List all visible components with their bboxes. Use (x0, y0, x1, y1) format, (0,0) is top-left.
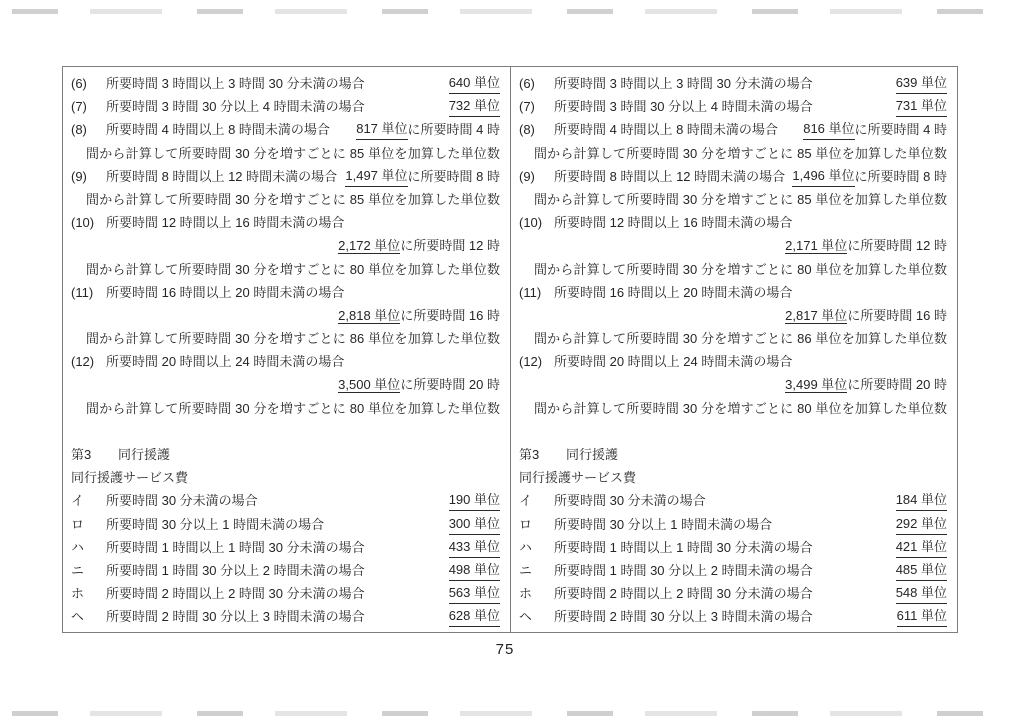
fee-item-row (519, 281, 947, 304)
scan-artifact-bottom (12, 711, 1012, 716)
fee-continuation-line: 間から計算して所要時間 30 分を増すごとに 80 単位を加算した単位数 (534, 261, 947, 277)
item-unit-value: 498 単位 (449, 560, 500, 581)
fee-item-row (71, 536, 500, 559)
item-label: (7) (71, 99, 87, 115)
item-label: (8) (71, 122, 87, 138)
item-unit-value: 563 単位 (449, 583, 500, 604)
fee-item-row (519, 489, 947, 512)
item-unit-value: 628 単位 (449, 606, 500, 627)
fee-value-line (71, 373, 500, 396)
fee-item-row (71, 489, 500, 512)
item-unit-value: 292 単位 (896, 514, 947, 535)
blank-line (71, 420, 500, 443)
item-text: 所要時間 1 時間 30 分以上 2 時間未満の場合 (554, 562, 813, 578)
section-subheading: 同行援護サービス費 (71, 470, 189, 486)
section-subheading: 同行援護サービス費 (519, 470, 637, 486)
item-text: 所要時間 4 時間以上 8 時間未満の場合 (554, 122, 778, 138)
item-label: (10) (519, 215, 543, 231)
item-tail-text: に所要時間 8 時 (407, 168, 500, 184)
item-unit-value: 190 単位 (449, 490, 500, 511)
item-unit-value: 421 単位 (896, 537, 947, 558)
item-tail-text: に所要時間 8 時 (854, 168, 947, 184)
section-title: 同行援護 (118, 447, 171, 462)
item-label: (12) (71, 354, 95, 370)
item-unit-value: 300 単位 (449, 514, 500, 535)
page-number: 75 (495, 641, 515, 658)
fee-item-row-inline (71, 165, 500, 188)
section-number: 第3 (519, 447, 540, 462)
item-label: イ (519, 493, 533, 509)
item-label: (6) (71, 76, 87, 91)
fee-item-row (519, 513, 947, 536)
fee-item-row (71, 72, 500, 95)
spacer (813, 95, 896, 118)
fee-continuation-line: 間から計算して所要時間 30 分を増すごとに 85 単位を加算した単位数 (86, 191, 500, 207)
fee-item-row (519, 350, 947, 373)
item-label: ヘ (71, 609, 85, 625)
item-text: 所要時間 1 時間以上 1 時間 30 分未満の場合 (106, 539, 365, 555)
item-tail-text: に所要時間 12 時 (400, 238, 500, 254)
spacer (772, 513, 896, 536)
fee-item-row (71, 211, 500, 234)
fee-item-row (71, 95, 500, 118)
fee-value-line (71, 234, 500, 257)
section-heading (71, 443, 500, 466)
item-label: (9) (519, 168, 535, 184)
item-text: 所要時間 1 時間以上 1 時間 30 分未満の場合 (554, 539, 813, 555)
item-text: 所要時間 8 時間以上 12 時間未満の場合 (554, 168, 786, 184)
item-unit-value: 2,172 単位 (338, 238, 401, 254)
item-text: 所要時間 30 分以上 1 時間未満の場合 (106, 516, 325, 532)
item-text: 所要時間 30 分未満の場合 (106, 493, 258, 509)
fee-continuation-line: 間から計算して所要時間 30 分を増すごとに 86 単位を加算した単位数 (86, 331, 500, 347)
item-unit-value: 485 単位 (896, 560, 947, 581)
item-unit-value: 548 単位 (896, 583, 947, 604)
item-label: (9) (71, 168, 87, 184)
fee-value-line (71, 304, 500, 327)
item-tail-text: に所要時間 12 時 (847, 238, 947, 254)
item-unit-value: 3,500 単位 (338, 377, 401, 393)
fee-item-row (519, 582, 947, 605)
spacer (337, 165, 345, 188)
fee-continuation-line: 間から計算して所要時間 30 分を増すごとに 80 単位を加算した単位数 (86, 400, 500, 416)
item-text: 所要時間 20 時間以上 24 時間未満の場合 (106, 354, 345, 370)
item-unit-value: 817 単位 (356, 119, 407, 140)
item-label: ニ (71, 562, 85, 578)
fee-table (62, 66, 958, 633)
section-number: 第3 (71, 447, 92, 462)
fee-column-right (510, 67, 957, 632)
fee-item-row (519, 211, 947, 234)
spacer (813, 72, 896, 95)
item-unit-value: 639 単位 (896, 73, 947, 94)
fee-item-row (519, 72, 947, 95)
item-unit-value: 2,818 単位 (338, 307, 401, 323)
item-text: 所要時間 2 時間 30 分以上 3 時間未満の場合 (554, 609, 813, 625)
item-label: (7) (519, 99, 535, 115)
spacer (365, 536, 449, 559)
item-unit-value: 3,499 単位 (785, 377, 848, 393)
spacer (813, 582, 896, 605)
section-title: 同行援護 (566, 447, 619, 462)
item-tail-text: に所要時間 20 時 (400, 377, 500, 393)
item-unit-value: 433 単位 (449, 537, 500, 558)
item-text: 所要時間 3 時間 30 分以上 4 時間未満の場合 (106, 99, 365, 115)
item-label: ヘ (519, 609, 533, 625)
fee-item-row (71, 350, 500, 373)
item-text: 所要時間 3 時間以上 3 時間 30 分未満の場合 (554, 76, 813, 91)
fee-column-left (63, 67, 510, 632)
item-unit-value: 732 単位 (449, 96, 500, 117)
item-label: ホ (71, 586, 85, 602)
fee-item-row-inline (519, 118, 947, 141)
fee-item-row (71, 559, 500, 582)
fee-item-row (519, 95, 947, 118)
spacer (365, 605, 449, 628)
fee-item-row (519, 605, 947, 628)
item-text: 所要時間 2 時間以上 2 時間 30 分未満の場合 (554, 586, 813, 602)
item-text: 所要時間 4 時間以上 8 時間未満の場合 (106, 122, 330, 138)
item-text: 所要時間 12 時間以上 16 時間未満の場合 (106, 215, 345, 231)
item-text: 所要時間 30 分未満の場合 (554, 493, 706, 509)
fee-item-row-inline (71, 118, 500, 141)
fee-item-row (71, 281, 500, 304)
fee-value-line (519, 234, 947, 257)
item-label: (10) (71, 215, 95, 231)
item-label: (12) (519, 354, 543, 370)
item-tail-text: に所要時間 4 時 (407, 122, 500, 138)
item-label: イ (71, 493, 85, 509)
blank-line (519, 420, 947, 443)
item-label: ロ (71, 516, 85, 532)
spacer (330, 118, 356, 141)
item-label: (8) (519, 122, 535, 138)
spacer (365, 559, 449, 582)
item-text: 所要時間 30 分以上 1 時間未満の場合 (554, 516, 773, 532)
item-unit-value: 1,497 単位 (345, 166, 407, 187)
item-text: 所要時間 3 時間以上 3 時間 30 分未満の場合 (106, 76, 365, 91)
item-text: 所要時間 2 時間以上 2 時間 30 分未満の場合 (106, 586, 365, 602)
fee-continuation-line: 間から計算して所要時間 30 分を増すごとに 80 単位を加算した単位数 (86, 261, 500, 277)
spacer (365, 582, 449, 605)
item-unit-value: 184 単位 (896, 490, 947, 511)
item-text: 所要時間 3 時間 30 分以上 4 時間未満の場合 (554, 99, 813, 115)
fee-item-row (519, 559, 947, 582)
fee-value-line (519, 373, 947, 396)
item-unit-value: 640 単位 (449, 73, 500, 94)
item-text: 所要時間 2 時間 30 分以上 3 時間未満の場合 (106, 609, 365, 625)
spacer (785, 165, 792, 188)
fee-item-row (71, 582, 500, 605)
item-tail-text: に所要時間 16 時 (847, 307, 947, 323)
spacer (813, 605, 897, 628)
item-text: 所要時間 16 時間以上 20 時間未満の場合 (106, 284, 345, 300)
spacer (813, 559, 896, 582)
spacer (813, 536, 896, 559)
section-heading (519, 443, 947, 466)
item-label: (11) (71, 284, 94, 300)
fee-item-row (71, 513, 500, 536)
fee-item-row-inline (519, 165, 947, 188)
item-tail-text: に所要時間 20 時 (847, 377, 947, 393)
item-label: ハ (519, 539, 533, 555)
item-text: 所要時間 16 時間以上 20 時間未満の場合 (554, 284, 793, 300)
item-label: ニ (519, 562, 533, 578)
item-unit-value: 2,817 単位 (785, 307, 848, 323)
fee-item-row (71, 605, 500, 628)
spacer (706, 489, 896, 512)
scan-artifact-top (12, 9, 1012, 14)
item-label: ホ (519, 586, 533, 602)
fee-continuation-line: 間から計算して所要時間 30 分を増すごとに 80 単位を加算した単位数 (534, 400, 947, 416)
item-tail-text: に所要時間 16 時 (400, 307, 500, 323)
fee-continuation-line: 間から計算して所要時間 30 分を増すごとに 86 単位を加算した単位数 (534, 331, 947, 347)
item-text: 所要時間 1 時間 30 分以上 2 時間未満の場合 (106, 562, 365, 578)
spacer (258, 489, 449, 512)
item-text: 所要時間 8 時間以上 12 時間未満の場合 (106, 168, 338, 184)
spacer (324, 513, 449, 536)
item-label: (6) (519, 76, 535, 91)
fee-continuation-line: 間から計算して所要時間 30 分を増すごとに 85 単位を加算した単位数 (86, 145, 500, 161)
fee-continuation-line: 間から計算して所要時間 30 分を増すごとに 85 単位を加算した単位数 (534, 191, 947, 207)
item-label: ハ (71, 539, 85, 555)
spacer (365, 72, 449, 95)
spacer (365, 95, 449, 118)
spacer (778, 118, 803, 141)
item-unit-value: 611 単位 (897, 606, 947, 627)
fee-value-line (519, 304, 947, 327)
item-unit-value: 1,496 単位 (792, 166, 854, 187)
item-unit-value: 816 単位 (803, 119, 854, 140)
fee-continuation-line: 間から計算して所要時間 30 分を増すごとに 85 単位を加算した単位数 (534, 145, 947, 161)
item-unit-value: 731 単位 (896, 96, 947, 117)
fee-item-row (519, 536, 947, 559)
item-unit-value: 2,171 単位 (785, 238, 848, 254)
item-label: ロ (519, 516, 533, 532)
item-tail-text: に所要時間 4 時 (854, 122, 947, 138)
item-text: 所要時間 12 時間以上 16 時間未満の場合 (554, 215, 793, 231)
item-text: 所要時間 20 時間以上 24 時間未満の場合 (554, 354, 793, 370)
item-label: (11) (519, 284, 542, 300)
